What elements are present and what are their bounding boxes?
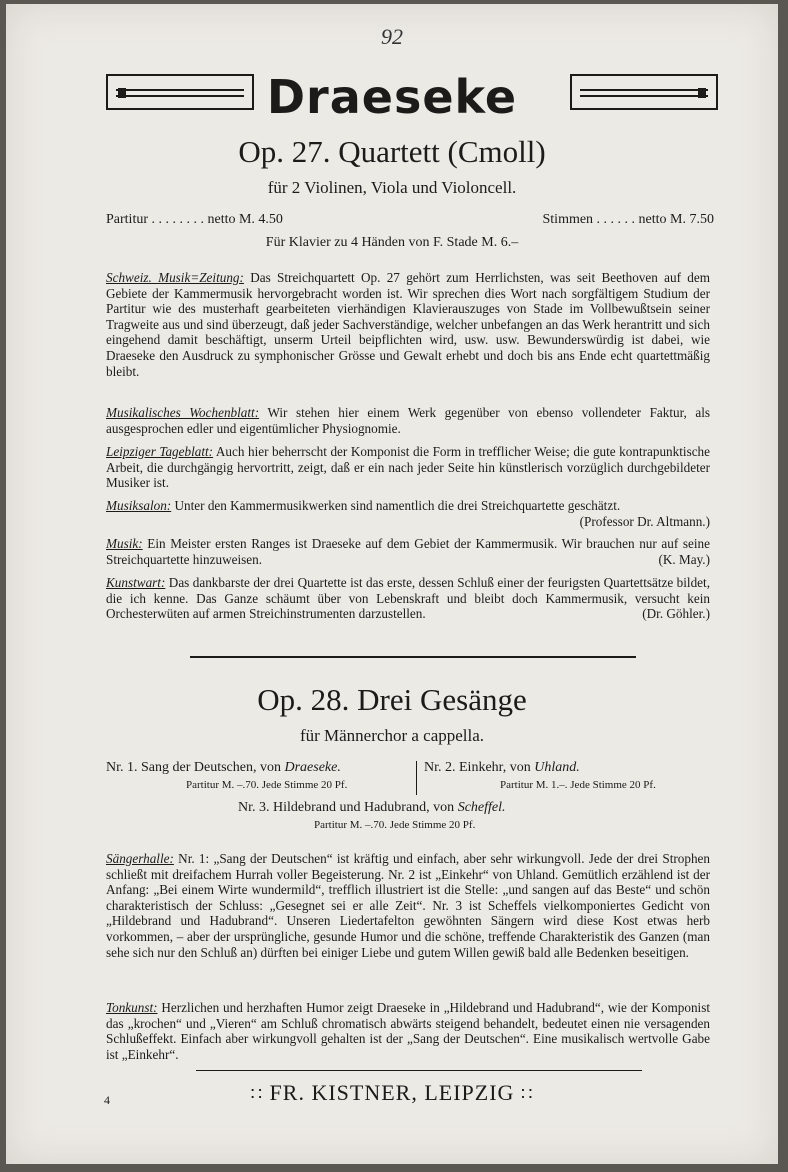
review-saengerhalle — [106, 851, 710, 960]
review-wochenblatt — [106, 405, 710, 436]
review-source: Kunstwart: — [106, 575, 166, 590]
op28-nr3 — [238, 800, 506, 816]
review-text: Ein Meister ersten Ranges ist Draeseke auf dem Gebiet der Kammermusik. Wir brauchen nur auf seine Streichquartette hinzuweisen. — [106, 536, 710, 567]
review-source: Sängerhalle: — [106, 851, 174, 866]
op28-nr2 — [424, 760, 580, 776]
review-text: Das Streichquartett Op. 27 gehört zum Herrlichsten, was seit Beethoven auf dem Gebiete der Kammermusik hervorgebracht worden ist. Wir sprechen dies Wort nach sorgfältigem Studium der Partitur wie des musterhaft gearbeiteten vierhändigen Klavierauszuges von Stade im Vollbewußtsein seiner Tragweite aus und sind überzeugt, daß jeder Sachverständige, welcher unbefangen an das Werk herantritt und sich eingehend damit beschäftigt, unserm Urteil beipflichten wird, usw. usw. Bewunderswürdig ist dabei, wie Draeseke den Ausdruck zu symphonischer Grösse und Gewalt erhebt und doch bis ans Ende echt quartettmäßig bleibt. — [106, 270, 710, 379]
page-number: 4 — [104, 1093, 110, 1107]
nr2-label: Nr. 2. Einkehr, von — [424, 760, 535, 775]
op28-nr1 — [106, 760, 341, 776]
review-text: Unter den Kammermusikwerken sind namentlich die drei Streichquartette geschätzt. — [171, 498, 621, 513]
partitur-price: Partitur . . . . . . . . netto M. 4.50 — [106, 212, 283, 227]
review-source: Musikalisches Wochenblatt: — [106, 405, 260, 420]
review-text: Herzlichen und herzhaften Humor zeigt Draeseke in „Hildebrand und Hadubrand“, wie der Komponist das „krochen“ und „Vieren“ am Schluß chromatisch abwärts steigend behandelt, bedeutet einen nie versagenden Schlußeffekt. Einfach aber wirkungvoll gehalten ist der „Sang der Deutschen“. Eine musikalisch wertvolle Gabe ist „Einkehr“. — [106, 1000, 710, 1062]
nr1-label: Nr. 1. Sang der Deutschen, von — [106, 760, 285, 775]
right-ornament — [570, 74, 718, 110]
nr3-author: Scheffel. — [457, 800, 506, 815]
stimmen-price: Stimmen . . . . . . netto M. 7.50 — [542, 212, 714, 227]
review-source: Tonkunst: — [106, 1000, 158, 1015]
op28-subtitle: für Männerchor a cappella. — [299, 726, 485, 745]
op28-title: Op. 28. Drei Gesänge — [257, 682, 527, 717]
review-source: Musiksalon: — [106, 498, 172, 513]
op27-title: Op. 27. Quartett (Cmoll) — [238, 134, 546, 169]
nr3-label: Nr. 3. Hildebrand und Hadubrand, von — [238, 800, 458, 815]
review-source: Leipziger Tageblatt: — [106, 444, 214, 459]
nr1-prices: Partitur M. –.70. Jede Stimme 20 Pf. — [186, 779, 348, 791]
review-text: Wir stehen hier einem Werk gegenüber von ebenso vollendeter Faktur, als ausgesprochen edler und eigentümlicher Physiognomie. — [106, 405, 710, 436]
review-text: Auch hier beherrscht der Komponist die Form in trefflicher Weise; die gute kontrapunktische Arbeit, die durchgängig hervortritt, zeigt, daß er ein nach jeder Seite hin künstlerisch vorzüglich durchgebildeter Musiker ist. — [106, 444, 711, 491]
column-separator — [416, 761, 417, 795]
review-tageblatt — [106, 444, 710, 491]
klavier-arrangement: Für Klavier zu 4 Händen von F. Stade M. 6.– — [265, 235, 519, 250]
op27-subtitle: für 2 Violinen, Viola und Violoncell. — [267, 178, 517, 197]
review-tonkunst — [106, 1000, 710, 1062]
review-text: Das dankbarste der drei Quartette ist das erste, dessen Schluß einer der feurigsten Quartettsätze bildet, die ich kenne. Das Ganze schäumt über von Lebenskraft und bleibt doch Kammermusik, versucht kein Orchesterwüten auf armen Streichinstrumenten darzustellen. — [106, 575, 710, 622]
review-attribution: (Dr. Göhler.) — [642, 606, 710, 622]
review-source: Schweiz. Musik=Zeitung: — [106, 270, 244, 285]
dots-ornament-icon: ∷ — [520, 1084, 534, 1104]
review-musiksalon — [106, 498, 710, 529]
section-divider — [190, 656, 636, 658]
page — [6, 4, 778, 1164]
review-musik — [106, 536, 710, 567]
review-text: Nr. 1: „Sang der Deutschen“ ist kräftig und einfach, aber sehr wirkungvoll. Jede der drei Strophen schließt mit dreifachem Hurrah voller Begeisterung. Nr. 2 ist „Einkehr“ von Uhland. Gemütlich erzählend ist der Anfang: „Bei einem Wirte wundermild“, trefflich illustriert ist die Stelle: „und sangen auf das Beste“ und schön charakteristisch der Schluss: „Gesegnet sei er alle Zeit“. Nr. 3 ist Scheffels vielkomponiertes Gedicht von „Hildebrand und Hadubrand“. Unseren Liedertafelton gewöhnten Sängern wird diese Kost etwas herb vorkommen, – aber der ursprüngliche, gesunde Humor und die schöne, treffende Charakteristik des Ganzen (man sehe sich nur den Schluß an) dürften bei einiger Liebe und gutem Willen gewiß bald alle Bedenken beseitigen. — [106, 851, 710, 960]
nr1-author: Draeseke. — [284, 760, 341, 775]
review-attribution: (Professor Dr. Altmann.) — [579, 513, 710, 529]
publisher-line — [6, 1080, 778, 1106]
dots-ornament-icon: ∷ — [250, 1084, 264, 1104]
publisher-name: FR. KISTNER, LEIPZIG — [269, 1080, 515, 1105]
nr2-author: Uhland. — [534, 760, 580, 775]
review-kunstwart — [106, 575, 710, 622]
op27-prices — [106, 212, 714, 228]
review-schweiz — [106, 270, 710, 379]
footer-rule — [196, 1070, 642, 1071]
nr3-prices: Partitur M. –.70. Jede Stimme 20 Pf. — [314, 819, 476, 831]
composer-heading: Draeseke — [266, 70, 518, 124]
review-attribution: (K. May.) — [658, 551, 710, 567]
handwritten-page-number: 92 — [381, 24, 403, 49]
review-source: Musik: — [106, 536, 143, 551]
ornament-dot — [698, 88, 706, 98]
nr2-prices: Partitur M. 1.–. Jede Stimme 20 Pf. — [500, 779, 656, 791]
